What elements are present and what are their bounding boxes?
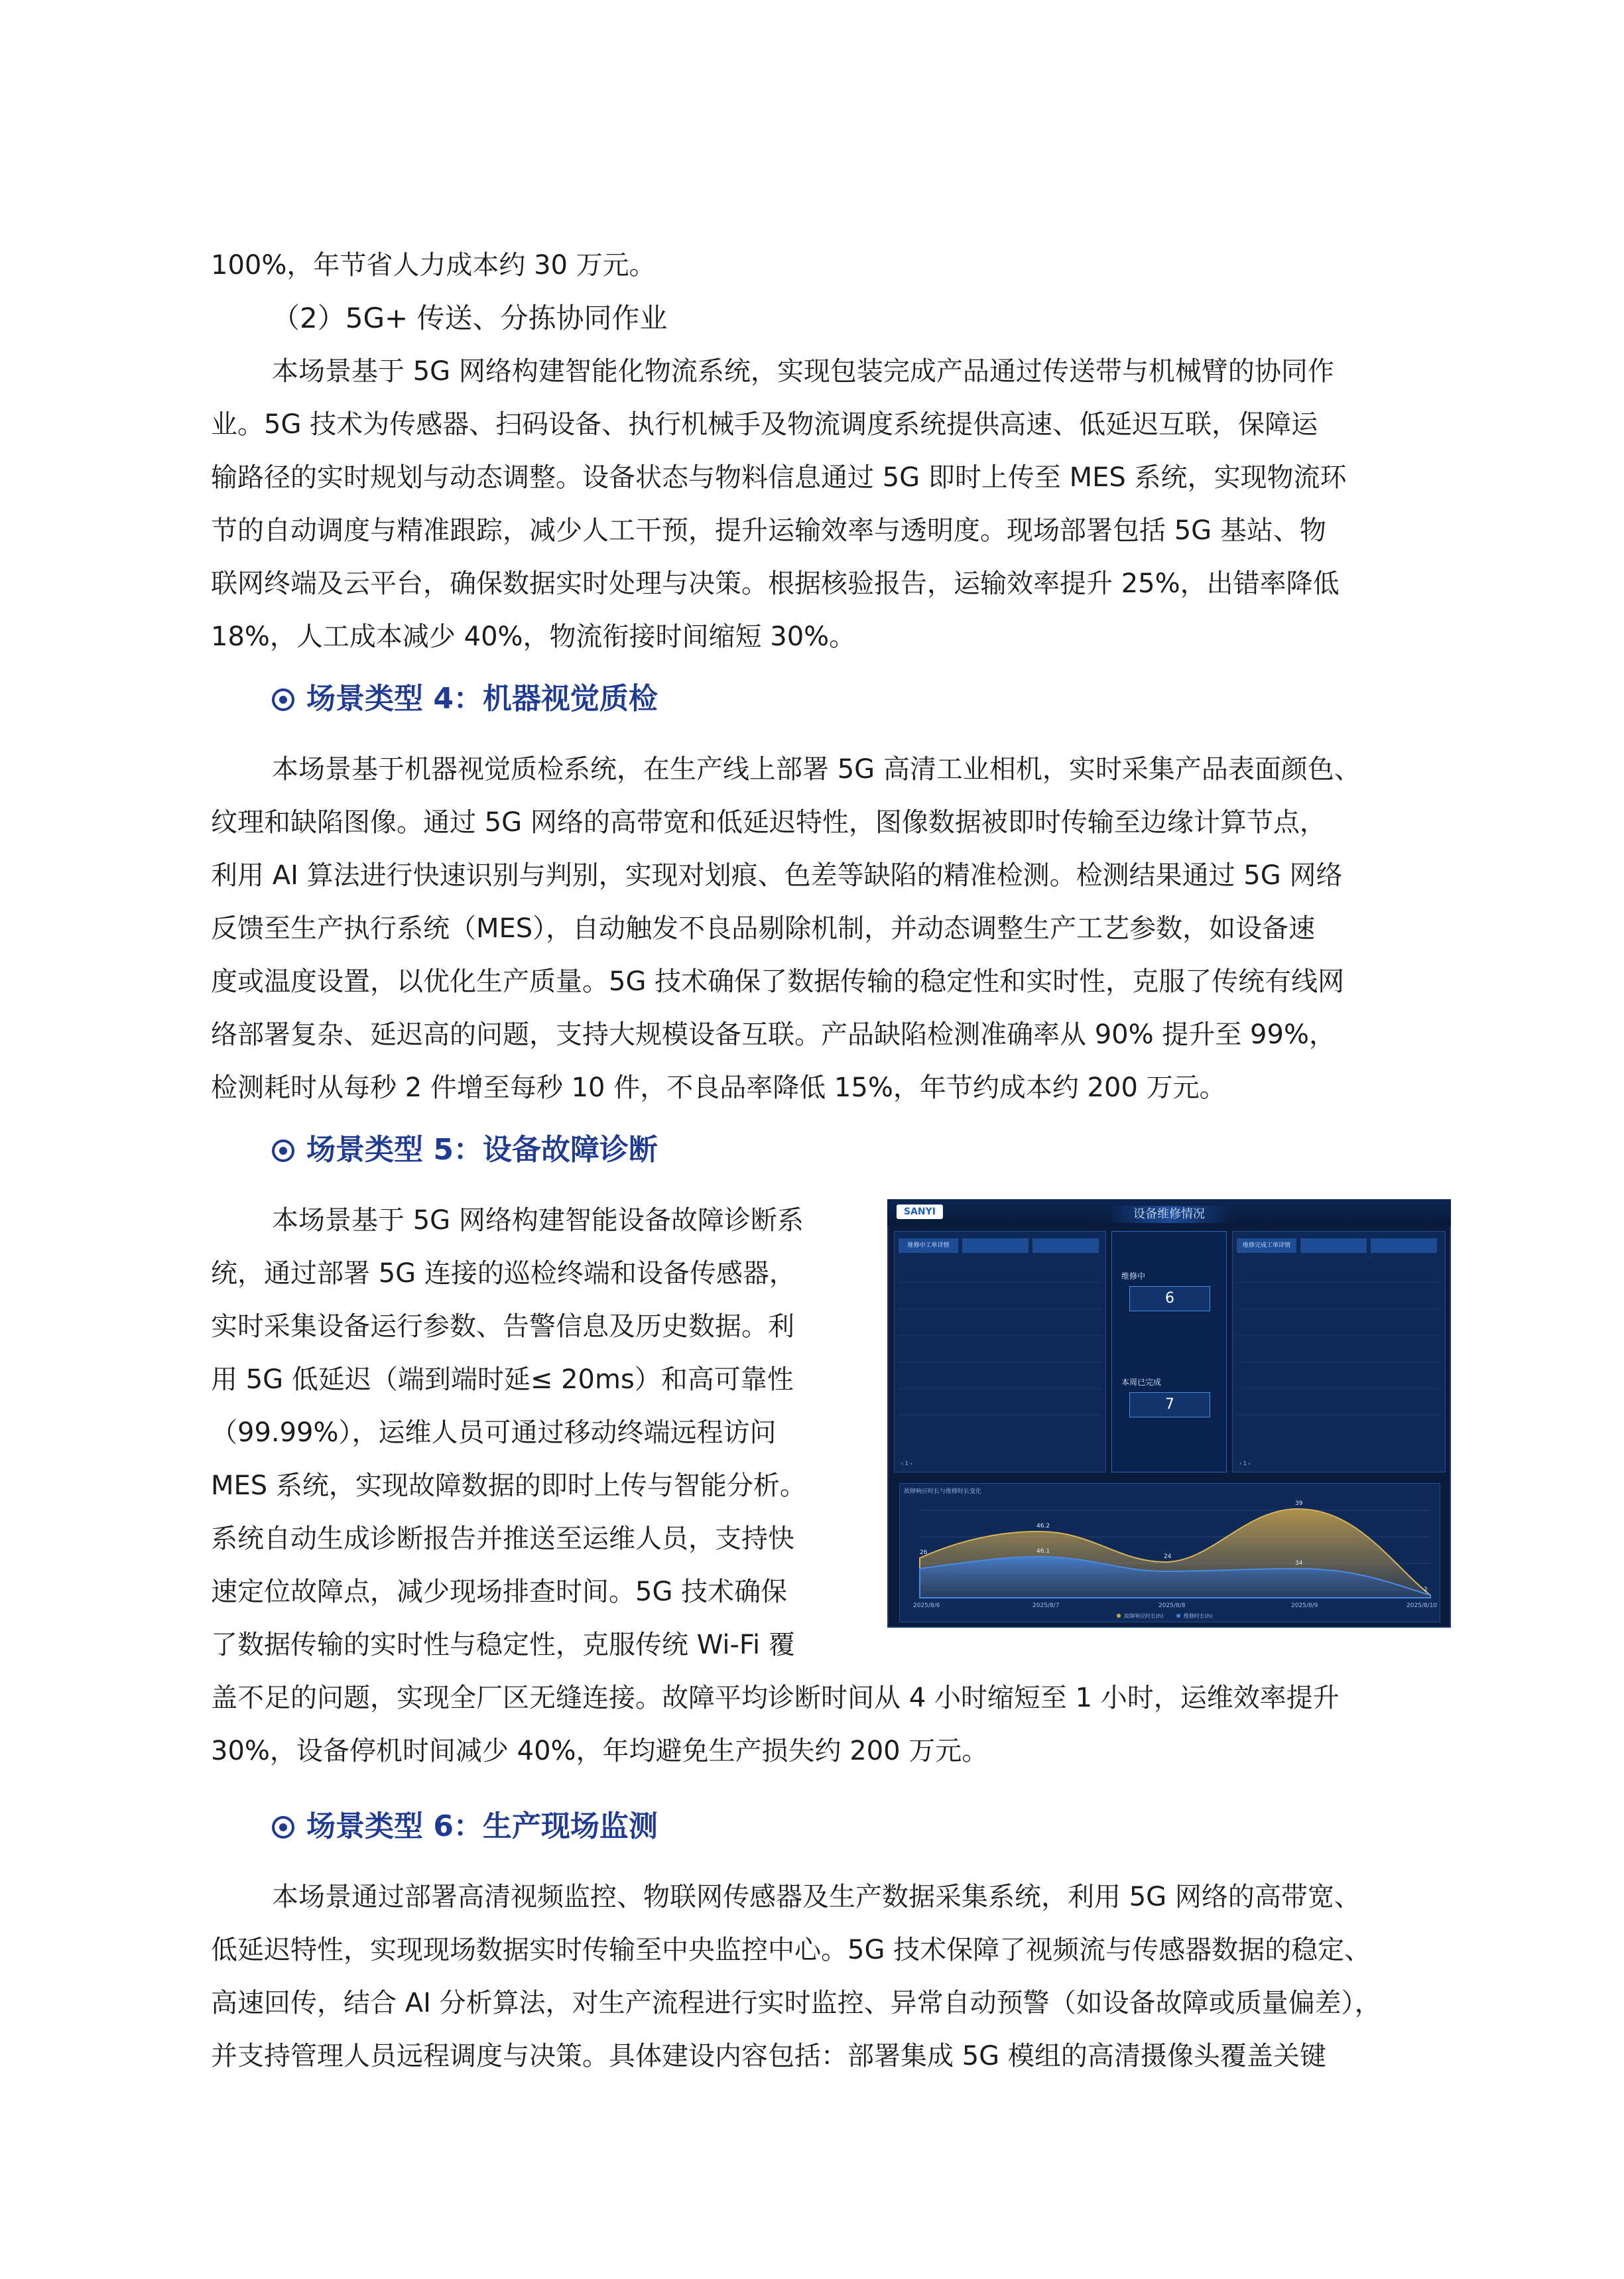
pager: ‹ 1 › [901,1461,912,1466]
text-line: 联网终端及云平台，确保数据实时处理与决策。根据核验报告，运输效率提升 25%，出错率降低 [211,568,1340,599]
chart-panel [899,1483,1440,1622]
text-line: 本场景基于机器视觉质检系统，在生产线上部署 5G 高清工业相机，实时采集产品表面颜色、 [272,754,1361,785]
text-line: 低延迟特性，实现现场数据实时传输至中央监控中心。5G 技术保障了视频流与传感器数据的稳定、 [211,1935,1371,1965]
table-row [899,1311,1101,1336]
dashboard-header [887,1199,1451,1226]
right-table-panel [1232,1231,1446,1472]
dashboard-logo: SANYI [897,1205,943,1219]
table-row [1237,1285,1441,1309]
header-cell [1032,1238,1099,1253]
kpi-panel [1111,1231,1227,1472]
bullet-icon [272,1140,294,1162]
section-heading [272,1800,658,1853]
area-chart [900,1484,1440,1622]
legend-b: 维修时长(h) [1184,1613,1213,1619]
text-line: 纹理和缺陷图像。通过 5G 网络的高带宽和低延迟特性，图像数据被即时传输至边缘计算节点， [211,807,1326,838]
table-row [1237,1391,1441,1415]
header-cell [1371,1238,1437,1253]
text-line: 输路径的实时规划与动态调整。设备状态与物料信息通过 5G 即时上传至 MES 系统，实现物流环 [211,462,1347,493]
text-line: 业。5G 技术为传感器、扫码设备、执行机械手及物流调度系统提供高速、低延迟互联，保障运 [211,409,1318,440]
table-row [899,1391,1101,1415]
kpi-in-repair-value: 6 [1129,1286,1210,1311]
table-row [899,1258,1101,1283]
table-row [899,1364,1101,1389]
point-label: 39 [1295,1500,1303,1507]
text-line: 统，通过部署 5G 连接的巡检终端和设备传感器， [211,1258,796,1289]
point-label: 46.2 [1036,1523,1050,1530]
pager: ‹ 1 › [1239,1461,1251,1466]
text-line: 用 5G 低延迟（端到端时延≤ 20ms）和高可靠性 [211,1364,794,1395]
text-line: 反馈至生产执行系统（MES），自动触发不良品剔除机制，并动态调整生产工艺参数，如设备速 [211,913,1316,944]
header-cell [962,1238,1029,1253]
x-tick-label: 2025/8/6 [913,1602,940,1609]
text-line: 盖不足的问题，实现全厂区无缝连接。故障平均诊断时间从 4 小时缩短至 1 小时，运维效率提升 [211,1683,1340,1713]
text-line: 实时采集设备运行参数、告警信息及历史数据。利 [211,1311,794,1342]
table-row [1237,1311,1441,1336]
text-line: 了数据传输的实时性与稳定性，克服传统 Wi-Fi 覆 [211,1630,795,1660]
table-row [1237,1338,1441,1362]
legend-swatch-b [1176,1614,1180,1618]
text-line: 度或温度设置，以优化生产质量。5G 技术确保了数据传输的稳定性和实时性，克服了传统有线网 [211,966,1345,997]
x-tick-label: 2025/8/10 [1406,1602,1438,1609]
chart-title: 故障响应时长与维修时长变化 [904,1488,982,1495]
table-header [899,1238,1101,1254]
bullet-icon [272,1816,294,1839]
point-label: 46.1 [1036,1548,1050,1555]
text-line: 速定位故障点，减少现场排查时间。5G 技术确保 [211,1577,788,1607]
x-tick-label: 2025/8/7 [1032,1602,1060,1609]
text-line: 节的自动调度与精准跟踪，减少人工干预，提升运输效率与透明度。现场部署包括 5G 基站、物 [211,515,1326,546]
text-line: 并支持管理人员远程调度与决策。具体建设内容包括：部署集成 5G 模组的高清摄像头覆盖关键 [211,2041,1326,2071]
text-line: 18%，人工成本减少 40%，物流衔接时间缩短 30%。 [211,621,856,652]
text-line: （99.99%），运维人员可通过移动终端远程访问 [211,1417,777,1448]
point-label: 34 [1295,1560,1303,1567]
x-tick-label: 2025/8/9 [1291,1602,1318,1609]
text-line: 30%，设备停机时间减少 40%，年均避免生产损失约 200 万元。 [211,1736,989,1766]
x-tick-label: 2025/8/8 [1158,1602,1186,1609]
legend-swatch-a [1117,1614,1121,1618]
text-line: 检测耗时从每秒 2 件增至每秒 10 件，不良品率降低 15%，年节约成本约 200 万元。 [211,1073,1226,1103]
point-label: 26 [920,1549,928,1556]
sub-heading: （2）5G+ 传送、分拣协同作业 [272,302,668,334]
header-cell: 维修完成工单详情 [1237,1238,1296,1253]
heading-text: 场景类型 6：生产现场监测 [306,1809,658,1843]
text-line: 100%，年节省人力成本约 30 万元。 [211,250,656,281]
section-heading [272,673,658,726]
text-line: 系统自动生成诊断报告并推送至运维人员，支持快 [211,1524,794,1554]
heading-text: 场景类型 4：机器视觉质检 [306,682,658,716]
kpi-in-repair-label: 维修中 [1121,1271,1146,1281]
table-header [1237,1238,1441,1254]
kpi-done-label: 本周已完成 [1121,1378,1162,1387]
text-line: 利用 AI 算法进行快速识别与判别，实现对划痕、色差等缺陷的精准检测。检测结果通过 5G 网络 [211,860,1343,891]
table-row [1237,1258,1441,1283]
kpi-done-value: 7 [1129,1392,1210,1417]
dashboard-image [887,1199,1451,1628]
point-label: 24 [1164,1553,1172,1560]
header-cell: 维修中工单详情 [899,1238,958,1253]
dashboard-title: 设备维修情况 [1106,1206,1232,1223]
table-row [899,1338,1101,1362]
text-line: 本场景通过部署高清视频监控、物联网传感器及生产数据采集系统，利用 5G 网络的高带宽、 [272,1882,1361,1912]
table-row [1237,1364,1441,1389]
text-line: 本场景基于 5G 网络构建智能设备故障诊断系 [272,1205,804,1236]
heading-text: 场景类型 5：设备故障诊断 [306,1133,658,1167]
header-cell [1300,1238,1367,1253]
section-heading [272,1124,658,1177]
text-line: 本场景基于 5G 网络构建智能化物流系统，实现包装完成产品通过传送带与机械臂的协同作 [272,356,1334,387]
bullet-icon [272,688,294,711]
text-line: 络部署复杂、延迟高的问题，支持大规模设备互联。产品缺陷检测准确率从 90% 提升至 99%， [211,1019,1336,1050]
text-line: MES 系统，实现故障数据的即时上传与智能分析。 [211,1470,806,1501]
table-row [899,1285,1101,1309]
text-line: 高速回传，结合 AI 分析算法，对生产流程进行实时监控、异常自动预警（如设备故障或质量偏差）， [211,1988,1381,2018]
point-label: 2 [1424,1587,1428,1593]
left-table-panel [894,1231,1106,1472]
legend-a: 故障响应时长(h) [1124,1613,1164,1619]
